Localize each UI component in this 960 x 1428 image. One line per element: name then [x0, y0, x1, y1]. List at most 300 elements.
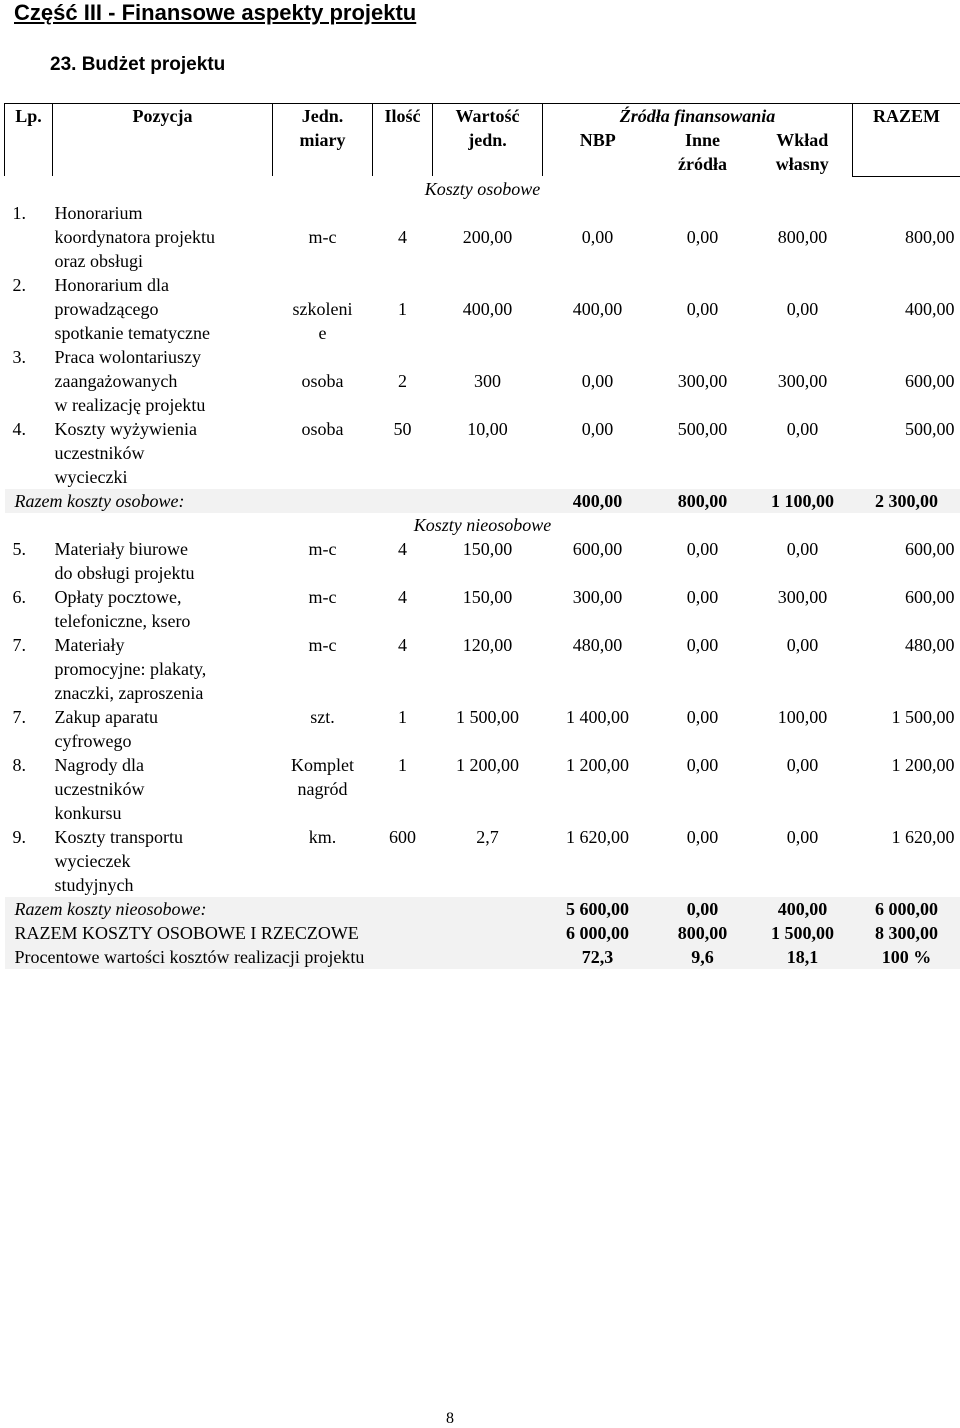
- row-wartosc: [433, 849, 543, 873]
- table-row: [5, 465, 960, 489]
- row-wartosc: [433, 561, 543, 585]
- row-nbp: [543, 681, 653, 705]
- row-lp: [5, 729, 53, 753]
- section-koszty-osobowe: [5, 176, 960, 201]
- table-row: [5, 321, 960, 345]
- row-ilosc: 50: [373, 417, 433, 441]
- header-nbp: NBP: [543, 128, 653, 176]
- header-jedn-miary: Jedn. miary: [273, 104, 373, 177]
- row-inne: 0,00: [653, 585, 753, 609]
- row-razem: [853, 609, 960, 633]
- row-lp: [5, 225, 53, 249]
- percent-row-label: Procentowe wartości kosztów realizacji projektu: [5, 945, 543, 969]
- table-row: [5, 849, 960, 873]
- nonpersonal-total-row-label: Razem koszty nieosobowe:: [5, 897, 543, 921]
- row-jm: [273, 441, 373, 465]
- row-ilosc: 1: [373, 753, 433, 777]
- row-razem: [853, 441, 960, 465]
- row-wartosc: [433, 393, 543, 417]
- row-nbp: [543, 849, 653, 873]
- row-jm: osoba: [273, 369, 373, 393]
- nonpersonal-total-row-nbp: 5 600,00: [543, 897, 653, 921]
- row-pozycja: studyjnych: [53, 873, 273, 897]
- row-lp: 7.: [5, 633, 53, 657]
- row-inne: 0,00: [653, 705, 753, 729]
- row-ilosc: [373, 609, 433, 633]
- row-pozycja: koordynatora projektu: [53, 225, 273, 249]
- row-razem: 600,00: [853, 369, 960, 393]
- row-nbp: 600,00: [543, 537, 653, 561]
- row-wklad: [753, 801, 853, 825]
- row-inne: [653, 345, 753, 369]
- row-pozycja: Koszty transportu: [53, 825, 273, 849]
- row-wartosc: 400,00: [433, 297, 543, 321]
- row-pozycja: Zakup aparatu: [53, 705, 273, 729]
- row-jm: osoba: [273, 417, 373, 441]
- row-pozycja: uczestników: [53, 777, 273, 801]
- row-jm: m-c: [273, 585, 373, 609]
- row-ilosc: [373, 561, 433, 585]
- personal-total-row: [5, 489, 960, 513]
- header-ilosc: Ilość: [373, 104, 433, 177]
- row-pozycja: wycieczek: [53, 849, 273, 873]
- row-ilosc: [373, 465, 433, 489]
- row-nbp: [543, 441, 653, 465]
- table-row: [5, 801, 960, 825]
- percent-row-razem: 100 %: [853, 945, 960, 969]
- header-wklad: Wkład własny: [753, 128, 853, 176]
- row-wartosc: 200,00: [433, 225, 543, 249]
- row-jm: [273, 849, 373, 873]
- row-jm: nagród: [273, 777, 373, 801]
- table-row: [5, 393, 960, 417]
- table-row: [5, 777, 960, 801]
- row-lp: [5, 393, 53, 417]
- row-razem: 600,00: [853, 585, 960, 609]
- row-razem: [853, 681, 960, 705]
- row-pozycja: Nagrody dla: [53, 753, 273, 777]
- personal-total-row-razem: 2 300,00: [853, 489, 960, 513]
- row-ilosc: [373, 441, 433, 465]
- row-jm: [273, 873, 373, 897]
- row-lp: 8.: [5, 753, 53, 777]
- row-nbp: [543, 777, 653, 801]
- row-ilosc: [373, 249, 433, 273]
- table-row: [5, 297, 960, 321]
- header-pozycja: Pozycja: [53, 104, 273, 177]
- row-wartosc: [433, 609, 543, 633]
- part-title: Część III - Finansowe aspekty projektu: [14, 0, 416, 26]
- header-row-1: [5, 104, 960, 129]
- row-ilosc: [373, 849, 433, 873]
- row-razem: [853, 777, 960, 801]
- row-razem: [853, 801, 960, 825]
- row-razem: 1 500,00: [853, 705, 960, 729]
- row-razem: 400,00: [853, 297, 960, 321]
- row-lp: [5, 801, 53, 825]
- row-pozycja: konkursu: [53, 801, 273, 825]
- row-wartosc: [433, 801, 543, 825]
- row-lp: [5, 657, 53, 681]
- row-jm: [273, 561, 373, 585]
- row-pozycja: znaczki, zaproszenia: [53, 681, 273, 705]
- row-lp: [5, 777, 53, 801]
- percent-row-wklad: 18,1: [753, 945, 853, 969]
- row-wklad: 0,00: [753, 297, 853, 321]
- table-row: [5, 729, 960, 753]
- row-wklad: 800,00: [753, 225, 853, 249]
- personal-total-row-wklad: 1 100,00: [753, 489, 853, 513]
- row-nbp: [543, 609, 653, 633]
- row-jm: [273, 201, 373, 225]
- row-inne: [653, 849, 753, 873]
- row-inne: [653, 801, 753, 825]
- row-wartosc: [433, 249, 543, 273]
- row-ilosc: 600: [373, 825, 433, 849]
- row-inne: [653, 465, 753, 489]
- row-nbp: 0,00: [543, 417, 653, 441]
- table-row: [5, 585, 960, 609]
- row-lp: [5, 465, 53, 489]
- row-wartosc: [433, 465, 543, 489]
- row-inne: 0,00: [653, 297, 753, 321]
- row-jm: [273, 273, 373, 297]
- row-jm: szkoleni: [273, 297, 373, 321]
- row-inne: 0,00: [653, 633, 753, 657]
- row-razem: [853, 873, 960, 897]
- row-pozycja: wycieczki: [53, 465, 273, 489]
- row-wklad: [753, 657, 853, 681]
- table-row: [5, 633, 960, 657]
- row-lp: [5, 849, 53, 873]
- row-jm: [273, 465, 373, 489]
- row-nbp: 1 200,00: [543, 753, 653, 777]
- row-pozycja: promocyjne: plakaty,: [53, 657, 273, 681]
- row-lp: 1.: [5, 201, 53, 225]
- row-jm: szt.: [273, 705, 373, 729]
- row-jm: [273, 729, 373, 753]
- row-pozycja: Honorarium: [53, 201, 273, 225]
- header-inne: Inne źródła: [653, 128, 753, 176]
- row-lp: 5.: [5, 537, 53, 561]
- table-row: [5, 441, 960, 465]
- section-koszty-nieosobowe: [5, 513, 960, 537]
- row-jm: m-c: [273, 225, 373, 249]
- row-nbp: [543, 465, 653, 489]
- row-pozycja: telefoniczne, ksero: [53, 609, 273, 633]
- row-wklad: [753, 777, 853, 801]
- row-inne: [653, 729, 753, 753]
- row-wartosc: [433, 777, 543, 801]
- row-wartosc: 150,00: [433, 537, 543, 561]
- row-wklad: [753, 201, 853, 225]
- percent-row: [5, 945, 960, 969]
- grand-total-row-inne: 800,00: [653, 921, 753, 945]
- personal-total-row-label: Razem koszty osobowe:: [5, 489, 543, 513]
- row-wklad: [753, 681, 853, 705]
- row-wklad: [753, 273, 853, 297]
- row-ilosc: 1: [373, 297, 433, 321]
- row-wartosc: 2,7: [433, 825, 543, 849]
- row-wartosc: [433, 201, 543, 225]
- row-inne: [653, 873, 753, 897]
- row-wklad: [753, 873, 853, 897]
- row-lp: [5, 561, 53, 585]
- row-ilosc: [373, 273, 433, 297]
- row-ilosc: 4: [373, 225, 433, 249]
- row-razem: 600,00: [853, 537, 960, 561]
- table-row: [5, 273, 960, 297]
- row-jm: [273, 657, 373, 681]
- row-inne: [653, 609, 753, 633]
- row-lp: [5, 297, 53, 321]
- row-ilosc: [373, 201, 433, 225]
- table-row: [5, 609, 960, 633]
- row-lp: 3.: [5, 345, 53, 369]
- nonpersonal-total-row-wklad: 400,00: [753, 897, 853, 921]
- grand-total-row-wklad: 1 500,00: [753, 921, 853, 945]
- nonpersonal-total-row-razem: 6 000,00: [853, 897, 960, 921]
- row-pozycja: Materiały: [53, 633, 273, 657]
- row-jm: m-c: [273, 537, 373, 561]
- row-wartosc: [433, 345, 543, 369]
- row-inne: [653, 201, 753, 225]
- row-ilosc: [373, 729, 433, 753]
- table-row: [5, 753, 960, 777]
- row-nbp: [543, 561, 653, 585]
- row-razem: [853, 321, 960, 345]
- row-wartosc: [433, 729, 543, 753]
- table-row: [5, 873, 960, 897]
- row-lp: [5, 249, 53, 273]
- row-wklad: 0,00: [753, 633, 853, 657]
- row-razem: 480,00: [853, 633, 960, 657]
- row-wklad: [753, 561, 853, 585]
- row-lp: 7.: [5, 705, 53, 729]
- table-row: [5, 369, 960, 393]
- row-inne: [653, 561, 753, 585]
- row-wklad: 300,00: [753, 585, 853, 609]
- row-jm: [273, 249, 373, 273]
- row-inne: 300,00: [653, 369, 753, 393]
- row-nbp: [543, 801, 653, 825]
- row-wklad: [753, 465, 853, 489]
- row-pozycja: zaangażowanych: [53, 369, 273, 393]
- row-nbp: 1 620,00: [543, 825, 653, 849]
- row-lp: [5, 321, 53, 345]
- row-pozycja: uczestników: [53, 441, 273, 465]
- row-wartosc: [433, 321, 543, 345]
- row-ilosc: 4: [373, 633, 433, 657]
- row-pozycja: Opłaty pocztowe,: [53, 585, 273, 609]
- row-pozycja: Praca wolontariuszy: [53, 345, 273, 369]
- row-jm: [273, 609, 373, 633]
- table-row: [5, 249, 960, 273]
- row-jm: m-c: [273, 633, 373, 657]
- row-inne: [653, 393, 753, 417]
- row-wartosc: [433, 441, 543, 465]
- row-lp: 9.: [5, 825, 53, 849]
- table-row: [5, 537, 960, 561]
- row-nbp: [543, 321, 653, 345]
- row-lp: [5, 681, 53, 705]
- row-nbp: [543, 729, 653, 753]
- row-ilosc: [373, 873, 433, 897]
- row-inne: [653, 777, 753, 801]
- row-inne: 500,00: [653, 417, 753, 441]
- row-razem: [853, 201, 960, 225]
- row-wklad: [753, 321, 853, 345]
- row-jm: Komplet: [273, 753, 373, 777]
- grand-total-row-label: RAZEM KOSZTY OSOBOWE I RZECZOWE: [5, 921, 543, 945]
- row-wartosc: [433, 681, 543, 705]
- table-row: [5, 345, 960, 369]
- row-razem: 1 620,00: [853, 825, 960, 849]
- row-wklad: [753, 441, 853, 465]
- personal-total-row-nbp: 400,00: [543, 489, 653, 513]
- section-koszty-osobowe-label: Koszty osobowe: [5, 176, 960, 201]
- row-lp: 2.: [5, 273, 53, 297]
- row-lp: [5, 369, 53, 393]
- row-lp: 4.: [5, 417, 53, 441]
- row-pozycja: Koszty wyżywienia: [53, 417, 273, 441]
- section-title: 23. Budżet projektu: [50, 54, 225, 76]
- row-nbp: [543, 273, 653, 297]
- row-inne: [653, 249, 753, 273]
- row-inne: [653, 273, 753, 297]
- row-nbp: 0,00: [543, 225, 653, 249]
- row-razem: 500,00: [853, 417, 960, 441]
- row-lp: [5, 873, 53, 897]
- personal-total-row-inne: 800,00: [653, 489, 753, 513]
- row-razem: [853, 561, 960, 585]
- table-row: [5, 225, 960, 249]
- row-lp: 6.: [5, 585, 53, 609]
- row-nbp: [543, 201, 653, 225]
- row-ilosc: 4: [373, 585, 433, 609]
- row-ilosc: [373, 801, 433, 825]
- page-number: 8: [0, 1410, 900, 1428]
- row-lp: [5, 609, 53, 633]
- grand-total-row: [5, 921, 960, 945]
- row-nbp: 480,00: [543, 633, 653, 657]
- row-ilosc: [373, 657, 433, 681]
- row-ilosc: [373, 393, 433, 417]
- row-jm: km.: [273, 825, 373, 849]
- row-wklad: 300,00: [753, 369, 853, 393]
- row-wklad: [753, 393, 853, 417]
- table-row: [5, 201, 960, 225]
- budget-table: [4, 103, 960, 969]
- percent-row-nbp: 72,3: [543, 945, 653, 969]
- percent-row-inne: 9,6: [653, 945, 753, 969]
- row-inne: [653, 657, 753, 681]
- row-pozycja: prowadzącego: [53, 297, 273, 321]
- row-nbp: [543, 393, 653, 417]
- row-nbp: 0,00: [543, 369, 653, 393]
- row-wartosc: 10,00: [433, 417, 543, 441]
- row-razem: [853, 273, 960, 297]
- table-row: [5, 417, 960, 441]
- row-razem: [853, 345, 960, 369]
- row-wklad: [753, 849, 853, 873]
- row-pozycja: cyfrowego: [53, 729, 273, 753]
- row-razem: [853, 465, 960, 489]
- row-ilosc: [373, 321, 433, 345]
- grand-total-row-nbp: 6 000,00: [543, 921, 653, 945]
- row-wartosc: [433, 273, 543, 297]
- row-pozycja: oraz obsługi: [53, 249, 273, 273]
- row-nbp: 300,00: [543, 585, 653, 609]
- row-ilosc: [373, 777, 433, 801]
- row-wartosc: 120,00: [433, 633, 543, 657]
- row-razem: [853, 729, 960, 753]
- row-pozycja: do obsługi projektu: [53, 561, 273, 585]
- header-lp: Lp.: [5, 104, 53, 177]
- row-jm: [273, 345, 373, 369]
- table-row: [5, 705, 960, 729]
- row-pozycja: Materiały biurowe: [53, 537, 273, 561]
- row-pozycja: Honorarium dla: [53, 273, 273, 297]
- row-wklad: 0,00: [753, 537, 853, 561]
- grand-total-row-razem: 8 300,00: [853, 921, 960, 945]
- row-nbp: 400,00: [543, 297, 653, 321]
- row-ilosc: 2: [373, 369, 433, 393]
- row-wartosc: 300: [433, 369, 543, 393]
- section-koszty-nieosobowe-label: Koszty nieosobowe: [5, 513, 960, 537]
- nonpersonal-total-row-inne: 0,00: [653, 897, 753, 921]
- table-row: [5, 825, 960, 849]
- row-jm: [273, 801, 373, 825]
- row-razem: 1 200,00: [853, 753, 960, 777]
- row-razem: [853, 393, 960, 417]
- row-wklad: 0,00: [753, 825, 853, 849]
- row-inne: [653, 441, 753, 465]
- header-wartosc: Wartość jedn.: [433, 104, 543, 177]
- row-inne: [653, 321, 753, 345]
- row-nbp: [543, 657, 653, 681]
- row-wklad: 0,00: [753, 753, 853, 777]
- row-wartosc: 150,00: [433, 585, 543, 609]
- row-razem: [853, 657, 960, 681]
- row-wartosc: [433, 873, 543, 897]
- row-wklad: 100,00: [753, 705, 853, 729]
- row-wklad: [753, 729, 853, 753]
- row-jm: [273, 393, 373, 417]
- row-ilosc: [373, 345, 433, 369]
- row-inne: 0,00: [653, 753, 753, 777]
- row-wklad: [753, 609, 853, 633]
- row-inne: 0,00: [653, 225, 753, 249]
- row-nbp: [543, 873, 653, 897]
- nonpersonal-total-row: [5, 897, 960, 921]
- row-inne: [653, 681, 753, 705]
- row-nbp: [543, 345, 653, 369]
- row-inne: 0,00: [653, 825, 753, 849]
- table-row: [5, 657, 960, 681]
- header-razem: RAZEM: [853, 104, 960, 177]
- row-wartosc: 1 200,00: [433, 753, 543, 777]
- header-zrodla: Źródła finansowania: [543, 104, 853, 129]
- row-jm: e: [273, 321, 373, 345]
- row-pozycja: spotkanie tematyczne: [53, 321, 273, 345]
- row-inne: 0,00: [653, 537, 753, 561]
- table-row: [5, 561, 960, 585]
- row-razem: [853, 849, 960, 873]
- table-row: [5, 681, 960, 705]
- row-nbp: [543, 249, 653, 273]
- row-wklad: [753, 345, 853, 369]
